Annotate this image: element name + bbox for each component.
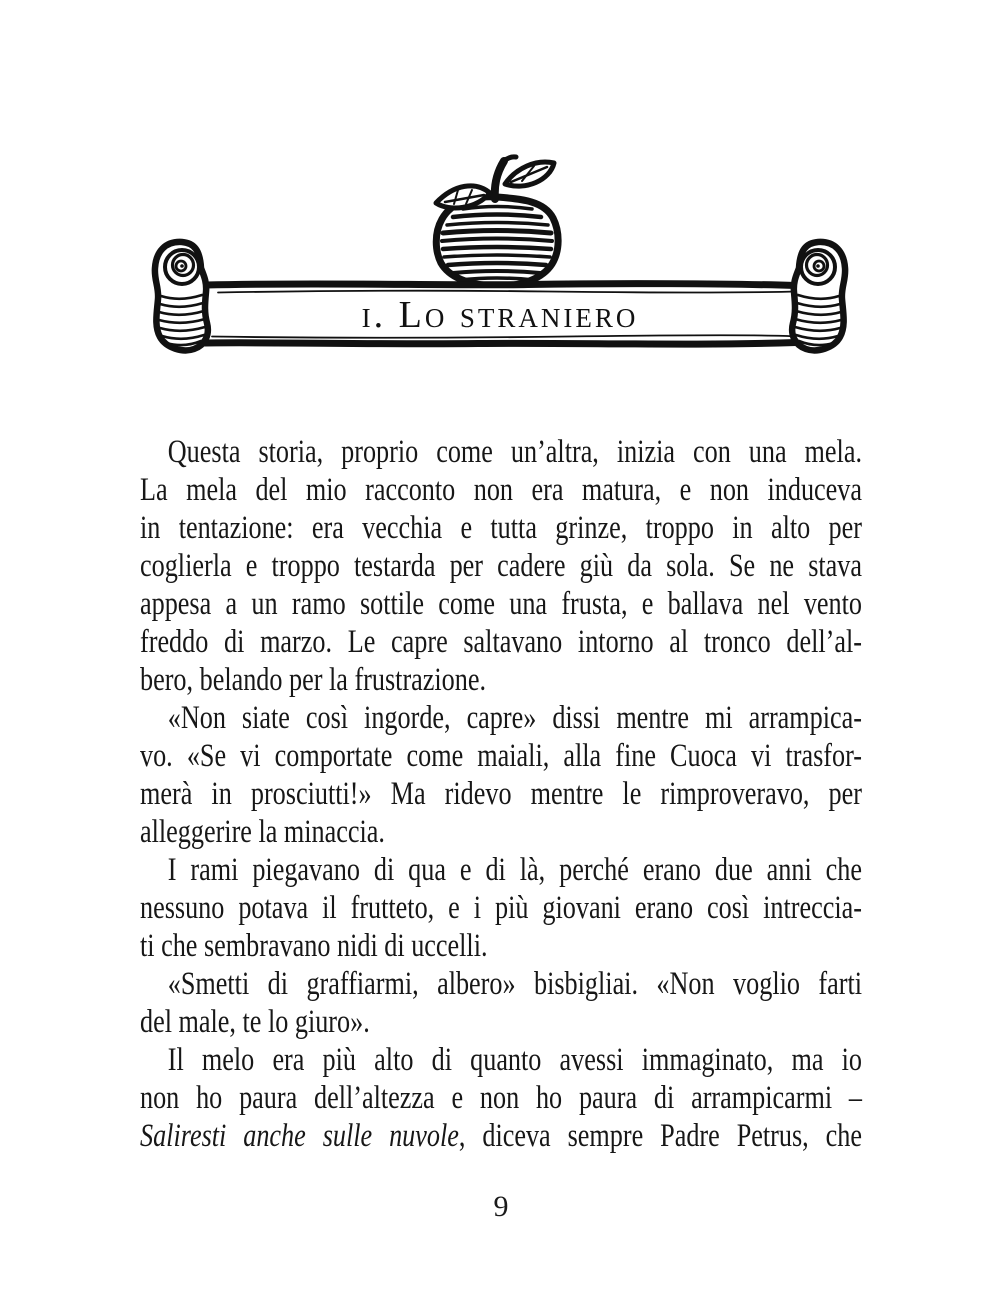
text-segment: Questa storia, proprio come un’altra, inizia con una mela. [167, 434, 862, 470]
page-number: 9 [493, 1190, 509, 1223]
paragraph [140, 1041, 862, 1155]
chapter-title: i. Lo straniero [361, 294, 639, 336]
text-segment: merà in prosciutti!» Ma ridevo mentre le rimproveravo, per [140, 776, 862, 812]
text-segment: alleggerire la minaccia. [140, 814, 385, 850]
text-segment: non ho paura dell’altezza e non ho paura di arrampicarmi – [140, 1080, 862, 1116]
text-segment: bero, belando per la frustrazione. [140, 662, 487, 698]
text-segment: coglierla e troppo testarda per cadere giù da sola. Se ne stava [140, 548, 862, 584]
text-segment: «Non siate così ingorde, capre» dissi mentre mi arrampica- [167, 700, 862, 736]
text-line [140, 585, 862, 623]
text-line [140, 623, 862, 661]
text-segment: appesa a un ramo sottile come una frusta, e ballava nel vento [140, 586, 862, 622]
body-text [140, 433, 862, 1155]
text-line [140, 1003, 862, 1041]
text-line [140, 433, 862, 471]
apple-woodcut-icon [436, 157, 558, 286]
text-line [140, 1079, 862, 1117]
text-line [140, 547, 862, 585]
text-line [140, 851, 862, 889]
text-segment: freddo di marzo. Le capre saltavano intorno al tronco dell’al- [140, 624, 862, 660]
text-line [140, 471, 862, 509]
text-segment: in tentazione: era vecchia e tutta grinze, troppo in alto per [140, 510, 862, 546]
text-line [140, 927, 862, 965]
text-segment: vo. «Se vi comportate come maiali, alla fine Cuoca vi trasfor- [140, 738, 862, 774]
text-segment: Il melo era più alto di quanto avessi immaginato, ma io [167, 1042, 862, 1078]
text-line [140, 509, 862, 547]
text-segment: «Smetti di graffiarmi, albero» bisbigliai. «Non voglio farti [167, 966, 862, 1002]
text-line [140, 775, 862, 813]
text-line [140, 813, 862, 851]
text-segment: La mela del mio racconto non era matura, e non induceva [140, 472, 862, 508]
paragraph [140, 699, 862, 851]
text-segment: nessuno potava il frutteto, e i più giovani erano così intreccia- [140, 890, 862, 926]
text-segment: I rami piegavano di qua e di là, perché erano due anni che [167, 852, 862, 888]
text-line [140, 965, 862, 1003]
text-segment: ti che sembravano nidi di uccelli. [140, 928, 488, 964]
text-segment: , diceva sempre Padre Petrus, che [458, 1118, 862, 1154]
paragraph [140, 965, 862, 1041]
text-segment: del male, te lo giuro». [140, 1004, 370, 1040]
paragraph [140, 433, 862, 699]
text-line [140, 1117, 862, 1155]
italic-text: Saliresti anche sulle nuvole [140, 1118, 459, 1154]
text-line [140, 889, 862, 927]
text-line [140, 661, 862, 699]
text-line [140, 699, 862, 737]
paragraph [140, 851, 862, 965]
text-line [140, 737, 862, 775]
text-line [140, 1041, 862, 1079]
